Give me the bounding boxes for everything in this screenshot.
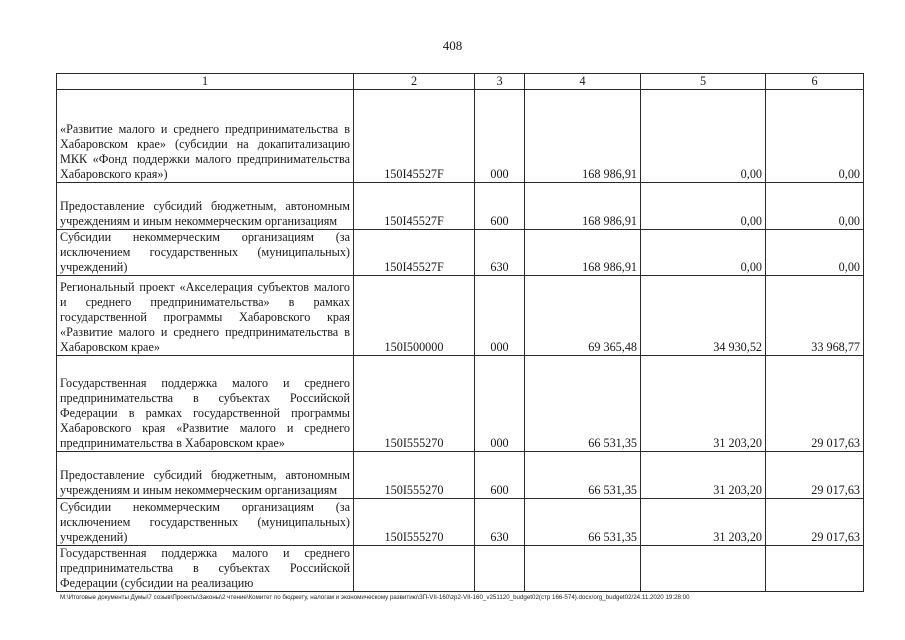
footer-file-path: M:\Итоговые документы Думы\7 созыв\Проекты\Законы\2 чтение\Комитет по бюджету, налогам и экономическому развитию\ЗП-VII-160\zp2-VII-160_v251120_budget02(стр 166-574).docx/org_budget02/24.11.2020 19:28:00 — [60, 594, 690, 601]
row-amount-col5: 31 203,20 — [641, 452, 766, 499]
row-amount-col6: 0,00 — [766, 183, 864, 230]
row-amount-col6: 29 017,63 — [766, 356, 864, 452]
row-amount-col6: 29 017,63 — [766, 499, 864, 546]
table-row — [57, 499, 864, 546]
row-amount-col4: 69 365,48 — [525, 276, 641, 356]
row-name: Предоставление субсидий бюджетным, автономным учреждениям и иным некоммерческим организациям — [57, 183, 354, 230]
row-code: 150I45527F — [354, 90, 475, 183]
row-name: Субсидии некоммерческим организациям (за исключением государственных (муниципальных) учреждений) — [57, 230, 354, 276]
row-expense-type: 600 — [475, 183, 525, 230]
row-name: «Развитие малого и среднего предпринимательства в Хабаровском крае» (субсидии на докапитализацию МКК «Фонд поддержки малого предпринимательства Хабаровского края») — [57, 90, 354, 183]
row-amount-col5: 0,00 — [641, 230, 766, 276]
table-row — [57, 183, 864, 230]
column-header: 2 — [354, 74, 475, 90]
column-header: 1 — [57, 74, 354, 90]
row-name: Государственная поддержка малого и среднего предпринимательства в субъектах Российской Федерации (субсидии на реализацию — [57, 546, 354, 592]
column-header: 4 — [525, 74, 641, 90]
row-amount-col6: 0,00 — [766, 90, 864, 183]
column-header: 6 — [766, 74, 864, 90]
row-amount-col5: 34 930,52 — [641, 276, 766, 356]
row-amount-col5 — [641, 546, 766, 592]
row-amount-col6 — [766, 546, 864, 592]
row-amount-col4: 168 986,91 — [525, 183, 641, 230]
column-header: 5 — [641, 74, 766, 90]
row-code: 150I500000 — [354, 276, 475, 356]
row-amount-col6: 0,00 — [766, 230, 864, 276]
table-row — [57, 230, 864, 276]
row-name: Государственная поддержка малого и среднего предпринимательства в субъектах Российской Федерации в рамках государственной программы Хабаровского края «Развитие малого и среднего предпринимательства в Хабаровском крае» — [57, 356, 354, 452]
table-row — [57, 452, 864, 499]
row-amount-col6: 29 017,63 — [766, 452, 864, 499]
table-row — [57, 276, 864, 356]
row-expense-type: 630 — [475, 230, 525, 276]
row-code: 150I555270 — [354, 452, 475, 499]
table-row — [57, 356, 864, 452]
row-name: Предоставление субсидий бюджетным, автономным учреждениям и иным некоммерческим организациям — [57, 452, 354, 499]
table-row — [57, 90, 864, 183]
row-amount-col4: 66 531,35 — [525, 356, 641, 452]
budget-table — [56, 73, 864, 592]
row-expense-type — [475, 546, 525, 592]
table-row — [57, 546, 864, 592]
row-amount-col5: 31 203,20 — [641, 499, 766, 546]
row-code: 150I555270 — [354, 499, 475, 546]
row-amount-col4 — [525, 546, 641, 592]
row-code: 150I45527F — [354, 230, 475, 276]
column-header: 3 — [475, 74, 525, 90]
row-expense-type: 000 — [475, 356, 525, 452]
row-amount-col6: 33 968,77 — [766, 276, 864, 356]
row-code — [354, 546, 475, 592]
row-code: 150I45527F — [354, 183, 475, 230]
row-code: 150I555270 — [354, 356, 475, 452]
row-amount-col5: 0,00 — [641, 183, 766, 230]
row-expense-type: 600 — [475, 452, 525, 499]
row-amount-col4: 66 531,35 — [525, 452, 641, 499]
row-amount-col4: 168 986,91 — [525, 230, 641, 276]
row-expense-type: 000 — [475, 276, 525, 356]
row-name: Региональный проект «Акселерация субъектов малого и среднего предпринимательства» в рамках государственной программы Хабаровского края «Развитие малого и среднего предпринимательства в Хабаровском крае» — [57, 276, 354, 356]
row-amount-col5: 31 203,20 — [641, 356, 766, 452]
row-amount-col5: 0,00 — [641, 90, 766, 183]
row-expense-type: 630 — [475, 499, 525, 546]
row-amount-col4: 168 986,91 — [525, 90, 641, 183]
table-header-row — [57, 74, 864, 90]
row-amount-col4: 66 531,35 — [525, 499, 641, 546]
row-name: Субсидии некоммерческим организациям (за исключением государственных (муниципальных) учреждений) — [57, 499, 354, 546]
row-expense-type: 000 — [475, 90, 525, 183]
page-number: 408 — [442, 38, 463, 53]
